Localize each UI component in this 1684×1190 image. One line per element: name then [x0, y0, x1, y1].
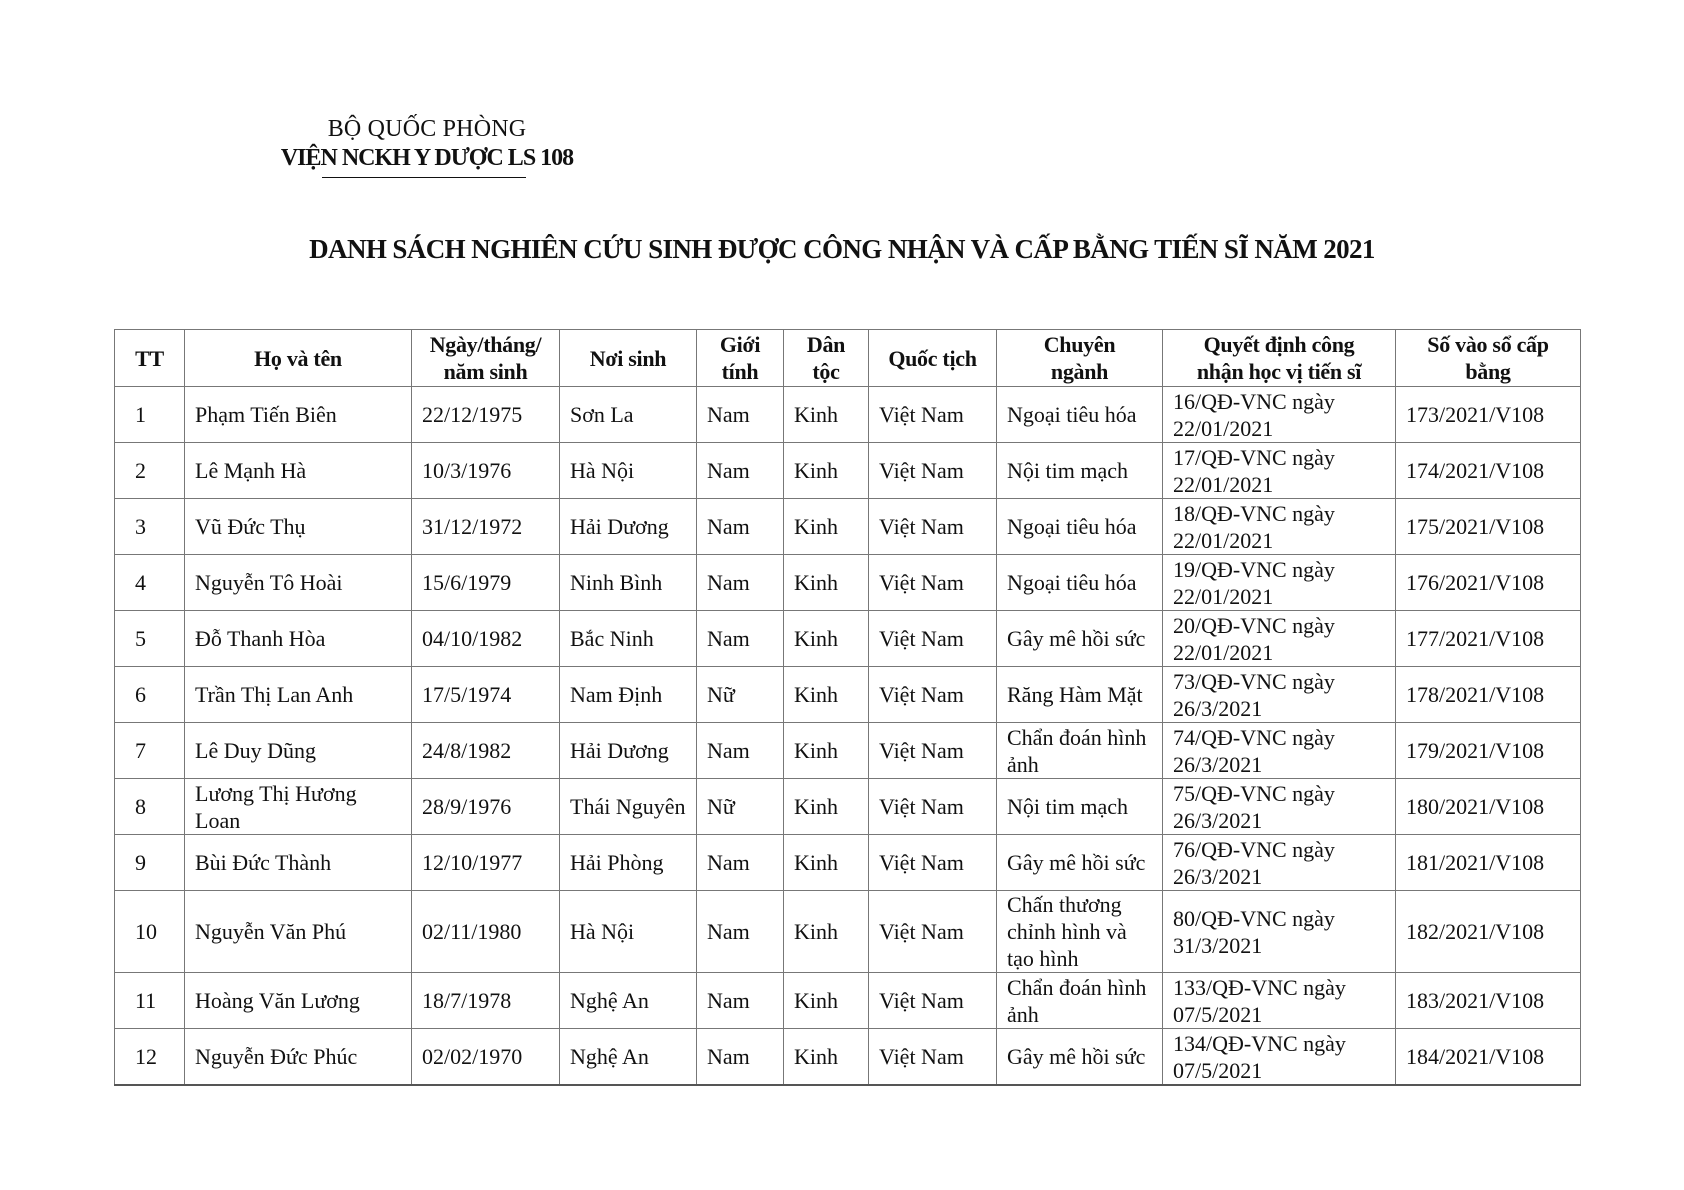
cell-dob: 02/02/1970	[412, 1029, 560, 1086]
cell-nationality: Việt Nam	[869, 387, 997, 443]
cell-name: Nguyễn Văn Phú	[185, 891, 412, 973]
cell-decision: 75/QĐ-VNC ngày 26/3/2021	[1163, 779, 1396, 835]
column-header-name	[185, 330, 412, 387]
header-divider	[322, 177, 526, 178]
cell-registry: 183/2021/V108	[1396, 973, 1581, 1029]
cell-dob: 12/10/1977	[412, 835, 560, 891]
column-header-line: Nơi sinh	[589, 345, 667, 371]
cell-name: Lương Thị Hương Loan	[185, 779, 412, 835]
column-header-line: Quốc tịch	[888, 345, 977, 371]
cell-nationality: Việt Nam	[869, 499, 997, 555]
column-header-line: Ngày/tháng/	[429, 332, 542, 357]
table-row	[115, 1029, 1581, 1086]
cell-ethnicity: Kinh	[784, 555, 869, 611]
cell-registry: 178/2021/V108	[1396, 667, 1581, 723]
cell-tt: 11	[115, 973, 185, 1029]
cell-tt: 12	[115, 1029, 185, 1086]
cell-dob: 04/10/1982	[412, 611, 560, 667]
cell-birthplace: Hà Nội	[560, 891, 697, 973]
cell-birthplace: Hải Phòng	[560, 835, 697, 891]
cell-dob: 15/6/1979	[412, 555, 560, 611]
cell-specialty: Gây mê hồi sức	[997, 611, 1163, 667]
cell-gender: Nam	[697, 1029, 784, 1086]
cell-nationality: Việt Nam	[869, 973, 997, 1029]
column-header-line: Dân	[806, 332, 846, 357]
cell-decision: 18/QĐ-VNC ngày 22/01/2021	[1163, 499, 1396, 555]
cell-tt: 7	[115, 723, 185, 779]
table-row	[115, 443, 1581, 499]
cell-name: Trần Thị Lan Anh	[185, 667, 412, 723]
doctoral-candidates-table	[114, 329, 1581, 1086]
cell-name: Lê Duy Dũng	[185, 723, 412, 779]
cell-ethnicity: Kinh	[784, 667, 869, 723]
table-row	[115, 667, 1581, 723]
table-body	[115, 387, 1581, 1086]
cell-decision: 17/QĐ-VNC ngày 22/01/2021	[1163, 443, 1396, 499]
cell-dob: 17/5/1974	[412, 667, 560, 723]
cell-decision: 16/QĐ-VNC ngày 22/01/2021	[1163, 387, 1396, 443]
table-row	[115, 555, 1581, 611]
cell-dob: 02/11/1980	[412, 891, 560, 973]
column-header-ethnicity	[784, 330, 869, 387]
cell-gender: Nam	[697, 611, 784, 667]
cell-birthplace: Thái Nguyên	[560, 779, 697, 835]
cell-decision: 19/QĐ-VNC ngày 22/01/2021	[1163, 555, 1396, 611]
cell-birthplace: Ninh Bình	[560, 555, 697, 611]
ministry-name: BỘ QUỐC PHÒNG	[327, 116, 527, 142]
cell-gender: Nữ	[697, 779, 784, 835]
cell-dob: 22/12/1975	[412, 387, 560, 443]
cell-birthplace: Nghệ An	[560, 1029, 697, 1086]
cell-ethnicity: Kinh	[784, 387, 869, 443]
column-header-line: nhận học vị tiến sĩ	[1196, 359, 1362, 384]
cell-decision: 133/QĐ-VNC ngày 07/5/2021	[1163, 973, 1396, 1029]
cell-decision: 20/QĐ-VNC ngày 22/01/2021	[1163, 611, 1396, 667]
cell-tt: 9	[115, 835, 185, 891]
column-header-line: tộc	[812, 359, 840, 384]
cell-ethnicity: Kinh	[784, 723, 869, 779]
cell-birthplace: Nam Định	[560, 667, 697, 723]
table-row	[115, 779, 1581, 835]
cell-name: Hoàng Văn Lương	[185, 973, 412, 1029]
cell-birthplace: Hải Dương	[560, 499, 697, 555]
column-header-nationality	[869, 330, 997, 387]
cell-specialty: Chấn thương chỉnh hình và tạo hình	[997, 891, 1163, 973]
column-header-specialty	[997, 330, 1163, 387]
cell-registry: 179/2021/V108	[1396, 723, 1581, 779]
cell-specialty: Chẩn đoán hình ảnh	[997, 723, 1163, 779]
table-row	[115, 611, 1581, 667]
cell-birthplace: Bắc Ninh	[560, 611, 697, 667]
cell-nationality: Việt Nam	[869, 723, 997, 779]
cell-decision: 76/QĐ-VNC ngày 26/3/2021	[1163, 835, 1396, 891]
column-header-line: Số vào sổ cấp	[1427, 332, 1549, 357]
cell-tt: 8	[115, 779, 185, 835]
cell-registry: 182/2021/V108	[1396, 891, 1581, 973]
cell-nationality: Việt Nam	[869, 835, 997, 891]
cell-birthplace: Sơn La	[560, 387, 697, 443]
cell-tt: 10	[115, 891, 185, 973]
cell-registry: 177/2021/V108	[1396, 611, 1581, 667]
cell-name: Bùi Đức Thành	[185, 835, 412, 891]
cell-name: Đỗ Thanh Hòa	[185, 611, 412, 667]
cell-registry: 181/2021/V108	[1396, 835, 1581, 891]
table-header-row	[115, 330, 1581, 387]
cell-name: Phạm Tiến Biên	[185, 387, 412, 443]
cell-ethnicity: Kinh	[784, 499, 869, 555]
cell-specialty: Răng Hàm Mặt	[997, 667, 1163, 723]
institute-name: VIỆN NCKH Y DƯỢC LS 108	[280, 145, 574, 171]
column-header-gender	[697, 330, 784, 387]
column-header-birthplace	[560, 330, 697, 387]
cell-ethnicity: Kinh	[784, 835, 869, 891]
document-title: DANH SÁCH NGHIÊN CỨU SINH ĐƯỢC CÔNG NHẬN VÀ CẤP BẰNG TIẾN SĨ NĂM 2021	[309, 234, 1375, 264]
cell-tt: 2	[115, 443, 185, 499]
column-header-line: năm sinh	[443, 359, 528, 384]
cell-decision: 73/QĐ-VNC ngày 26/3/2021	[1163, 667, 1396, 723]
cell-dob: 18/7/1978	[412, 973, 560, 1029]
cell-specialty: Gây mê hồi sức	[997, 1029, 1163, 1086]
cell-gender: Nam	[697, 973, 784, 1029]
cell-specialty: Ngoại tiêu hóa	[997, 499, 1163, 555]
cell-ethnicity: Kinh	[784, 891, 869, 973]
column-header-registry	[1396, 330, 1581, 387]
cell-nationality: Việt Nam	[869, 891, 997, 973]
table-row	[115, 835, 1581, 891]
cell-ethnicity: Kinh	[784, 443, 869, 499]
cell-birthplace: Hải Dương	[560, 723, 697, 779]
column-header-dob	[412, 330, 560, 387]
cell-tt: 3	[115, 499, 185, 555]
cell-name: Vũ Đức Thụ	[185, 499, 412, 555]
table-row	[115, 891, 1581, 973]
cell-gender: Nam	[697, 443, 784, 499]
cell-dob: 24/8/1982	[412, 723, 560, 779]
cell-nationality: Việt Nam	[869, 667, 997, 723]
cell-specialty: Nội tim mạch	[997, 443, 1163, 499]
table-row	[115, 723, 1581, 779]
cell-gender: Nam	[697, 835, 784, 891]
column-header-line: Quyết định công	[1203, 332, 1355, 357]
cell-decision: 134/QĐ-VNC ngày 07/5/2021	[1163, 1029, 1396, 1086]
cell-ethnicity: Kinh	[784, 1029, 869, 1086]
cell-nationality: Việt Nam	[869, 1029, 997, 1086]
table-row	[115, 387, 1581, 443]
cell-ethnicity: Kinh	[784, 973, 869, 1029]
cell-specialty: Chẩn đoán hình ảnh	[997, 973, 1163, 1029]
cell-nationality: Việt Nam	[869, 555, 997, 611]
cell-name: Lê Mạnh Hà	[185, 443, 412, 499]
cell-registry: 173/2021/V108	[1396, 387, 1581, 443]
cell-gender: Nam	[697, 723, 784, 779]
cell-specialty: Ngoại tiêu hóa	[997, 555, 1163, 611]
cell-nationality: Việt Nam	[869, 779, 997, 835]
cell-registry: 184/2021/V108	[1396, 1029, 1581, 1086]
column-header-line: Giới	[719, 332, 761, 357]
cell-ethnicity: Kinh	[784, 779, 869, 835]
column-header-line: Họ và tên	[254, 345, 342, 371]
cell-registry: 175/2021/V108	[1396, 499, 1581, 555]
column-header-line: ngành	[1050, 359, 1109, 384]
table-row	[115, 973, 1581, 1029]
cell-registry: 174/2021/V108	[1396, 443, 1581, 499]
cell-tt: 6	[115, 667, 185, 723]
column-header-tt	[115, 330, 185, 387]
cell-dob: 10/3/1976	[412, 443, 560, 499]
cell-birthplace: Nghệ An	[560, 973, 697, 1029]
cell-gender: Nam	[697, 555, 784, 611]
cell-nationality: Việt Nam	[869, 443, 997, 499]
organization-header	[267, 115, 587, 173]
cell-gender: Nam	[697, 891, 784, 973]
cell-nationality: Việt Nam	[869, 611, 997, 667]
cell-specialty: Gây mê hồi sức	[997, 835, 1163, 891]
column-header-line: tính	[721, 359, 759, 384]
cell-dob: 31/12/1972	[412, 499, 560, 555]
cell-registry: 180/2021/V108	[1396, 779, 1581, 835]
cell-name: Nguyễn Tô Hoài	[185, 555, 412, 611]
cell-decision: 80/QĐ-VNC ngày 31/3/2021	[1163, 891, 1396, 973]
cell-tt: 5	[115, 611, 185, 667]
column-header-line: bằng	[1465, 359, 1511, 384]
cell-ethnicity: Kinh	[784, 611, 869, 667]
column-header-line: TT	[135, 345, 164, 371]
cell-gender: Nam	[697, 499, 784, 555]
column-header-decision	[1163, 330, 1396, 387]
cell-gender: Nữ	[697, 667, 784, 723]
cell-specialty: Nội tim mạch	[997, 779, 1163, 835]
cell-tt: 1	[115, 387, 185, 443]
cell-registry: 176/2021/V108	[1396, 555, 1581, 611]
cell-gender: Nam	[697, 387, 784, 443]
cell-decision: 74/QĐ-VNC ngày 26/3/2021	[1163, 723, 1396, 779]
cell-dob: 28/9/1976	[412, 779, 560, 835]
cell-name: Nguyễn Đức Phúc	[185, 1029, 412, 1086]
table-row	[115, 499, 1581, 555]
cell-birthplace: Hà Nội	[560, 443, 697, 499]
cell-tt: 4	[115, 555, 185, 611]
column-header-line: Chuyên	[1043, 332, 1116, 357]
cell-specialty: Ngoại tiêu hóa	[997, 387, 1163, 443]
